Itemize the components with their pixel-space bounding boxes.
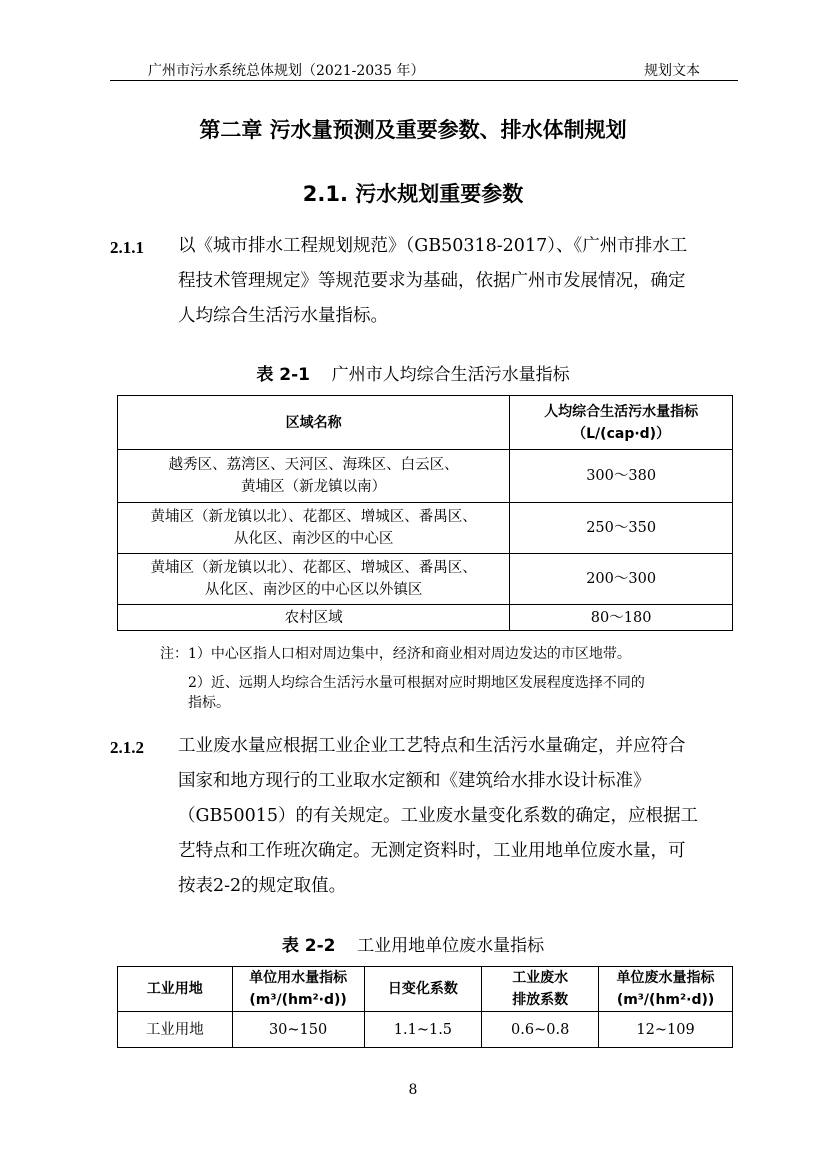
region-line: 黄埔区（新龙镇以南） bbox=[241, 479, 387, 495]
industrial-wastewater-table bbox=[117, 966, 733, 1048]
clause-number: 2.1.1 bbox=[110, 238, 144, 257]
header-region: 区域名称 bbox=[118, 396, 510, 450]
clause-number: 2.1.2 bbox=[110, 738, 144, 757]
table-note bbox=[188, 673, 645, 713]
value-cell: 200～300 bbox=[510, 554, 733, 605]
section-title: 2.1. 污水规划重要参数 bbox=[302, 182, 524, 206]
header-daily-coef: 日变化系数 bbox=[364, 967, 482, 1012]
land-cell: 工业用地 bbox=[118, 1012, 233, 1048]
region-line: 越秀区、荔湾区、天河区、海珠区、白云区、 bbox=[168, 457, 459, 473]
header-value-line: 人均综合生活污水量指标 bbox=[544, 403, 699, 420]
table-caption bbox=[0, 360, 826, 385]
region-cell bbox=[118, 554, 510, 605]
region-line: 从化区、南沙区的中心区以外镇区 bbox=[204, 582, 423, 598]
clause-text bbox=[178, 729, 738, 904]
header-water-use bbox=[232, 967, 364, 1012]
clause-line: 按表2-2的规定取值。 bbox=[178, 876, 347, 896]
header-line: 排放系数 bbox=[512, 992, 569, 1008]
clause-text bbox=[178, 229, 738, 334]
sewage-index-table bbox=[117, 395, 733, 631]
header-value-unit: （L/(cap·d)） bbox=[572, 425, 671, 442]
note-line: 指标。 bbox=[188, 695, 230, 711]
header-section-label: 规划文本 bbox=[644, 63, 700, 79]
discharge-cell: 0.6~0.8 bbox=[482, 1012, 599, 1048]
clause-line: 艺特点和工作班次确定。无测定资料时，工业用地单位废水量，可 bbox=[178, 841, 686, 861]
region-line: 黄埔区（新龙镇以北）、花都区、增城区、番禺区、 bbox=[150, 560, 477, 576]
header-line: 工业废水 bbox=[512, 970, 569, 986]
value-cell: 80～180 bbox=[510, 605, 733, 631]
table-caption-title: 工业用地单位废水量指标 bbox=[357, 936, 545, 956]
region-line: 黄埔区（新龙镇以北）、花都区、增城区、番禺区、 bbox=[150, 509, 477, 525]
header-value bbox=[510, 396, 733, 450]
region-cell: 农村区域 bbox=[118, 605, 510, 631]
note-line: 2）近、远期人均综合生活污水量可根据对应时期地区发展程度选择不同的 bbox=[188, 675, 645, 691]
daily-coef-cell: 1.1~1.5 bbox=[364, 1012, 482, 1048]
table-row bbox=[118, 1012, 733, 1048]
header-waste bbox=[599, 967, 733, 1012]
region-line: 从化区、南沙区的中心区 bbox=[233, 531, 394, 547]
header-unit: (m³/(hm²·d)) bbox=[616, 992, 715, 1008]
header-land: 工业用地 bbox=[118, 967, 233, 1012]
water-use-cell: 30~150 bbox=[232, 1012, 364, 1048]
table-row bbox=[118, 450, 733, 503]
table-row bbox=[118, 554, 733, 605]
table-caption-label: 表 2-2 bbox=[281, 936, 336, 956]
waste-cell: 12~109 bbox=[599, 1012, 733, 1048]
clause-line: 工业废水量应根据工业企业工艺特点和生活污水量确定，并应符合 bbox=[178, 736, 686, 756]
table-row bbox=[118, 605, 733, 631]
header-discharge bbox=[482, 967, 599, 1012]
clause-line: 以《城市排水工程规划规范》（GB50318-2017）、《广州市排水工 bbox=[178, 236, 688, 256]
clause-line: （GB50015）的有关规定。工业废水量变化系数的确定，应根据工 bbox=[178, 806, 699, 826]
header-document-title: 广州市污水系统总体规划（2021-2035 年） bbox=[148, 63, 425, 79]
header-unit: (m³/(hm²·d)) bbox=[249, 992, 347, 1008]
table-note: 注：1）中心区指人口相对周边集中，经济和商业相对周边发达的市区地带。 bbox=[160, 646, 631, 662]
table-caption bbox=[0, 931, 826, 956]
clause-line: 国家和地方现行的工业取水定额和《建筑给水排水设计标准》 bbox=[178, 771, 651, 791]
table-caption-label: 表 2-1 bbox=[256, 365, 310, 385]
region-cell bbox=[118, 503, 510, 554]
value-cell: 250～350 bbox=[510, 503, 733, 554]
clause-line: 程技术管理规定》等规范要求为基础，依据广州市发展情况，确定 bbox=[178, 271, 686, 291]
table-caption-title: 广州市人均综合生活污水量指标 bbox=[331, 365, 570, 385]
region-cell bbox=[118, 450, 510, 503]
page-header bbox=[110, 58, 738, 81]
header-line: 单位废水量指标 bbox=[616, 970, 715, 986]
table-header-row bbox=[118, 967, 733, 1012]
chapter-title: 第二章 污水量预测及重要参数、排水体制规划 bbox=[199, 118, 627, 142]
table-row bbox=[118, 503, 733, 554]
table-header-row bbox=[118, 396, 733, 450]
value-cell: 300～380 bbox=[510, 450, 733, 503]
clause-line: 人均综合生活污水量指标。 bbox=[178, 306, 388, 326]
header-line: 单位用水量指标 bbox=[249, 970, 348, 986]
page-number: 8 bbox=[408, 1082, 418, 1098]
